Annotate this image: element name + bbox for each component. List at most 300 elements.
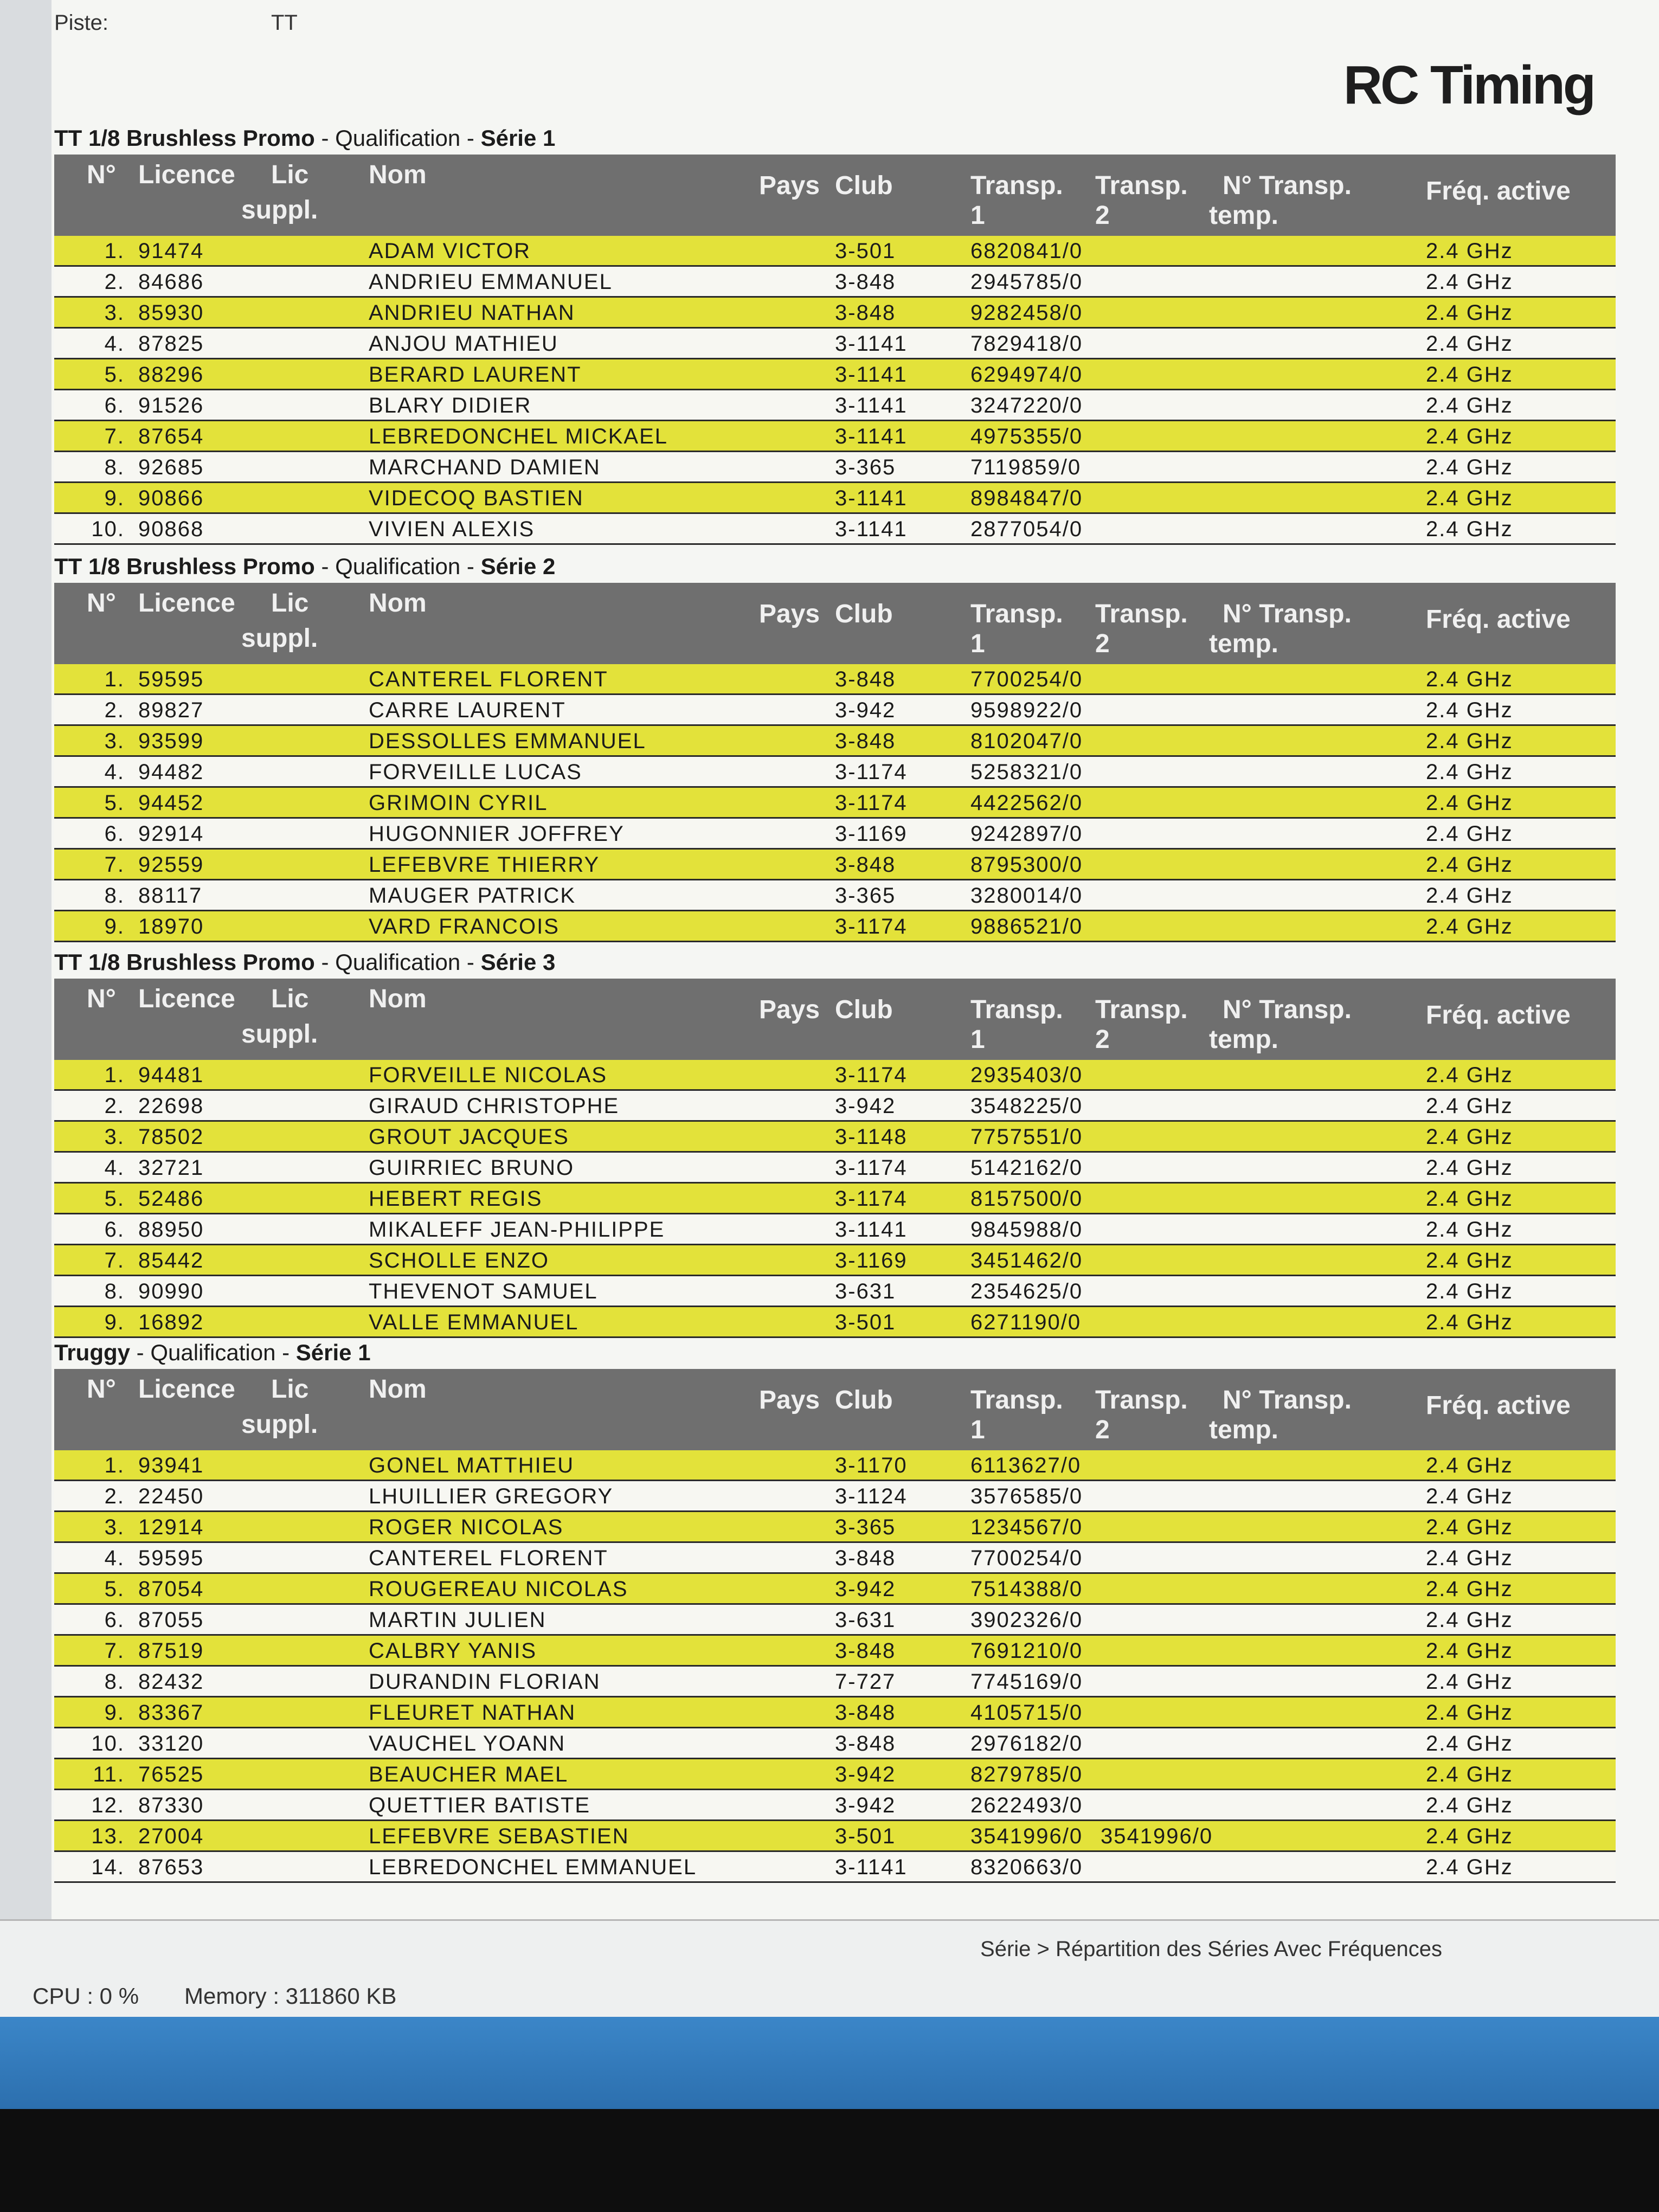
active-frequency: 2.4 GHz (1426, 667, 1513, 691)
memory-status: Memory : 311860 KB (184, 1983, 397, 2009)
transponder-1: 3280014/0 (970, 884, 1083, 908)
transponder-1: 9598922/0 (970, 698, 1083, 722)
transponder-1: 7757551/0 (970, 1125, 1083, 1149)
col-header-transp1-num: 1 (970, 629, 985, 658)
transponder-1: 4105715/0 (970, 1701, 1083, 1725)
transponder-1: 6271190/0 (970, 1310, 1082, 1334)
active-frequency: 2.4 GHz (1426, 1763, 1513, 1786)
active-frequency: 2.4 GHz (1426, 884, 1513, 908)
club-code: 3-365 (835, 884, 896, 908)
table-row[interactable] (54, 664, 1616, 695)
active-frequency: 2.4 GHz (1426, 332, 1513, 356)
table-row[interactable] (54, 421, 1616, 452)
driver-name: ADAM VICTOR (369, 239, 531, 263)
driver-name: ROUGEREAU NICOLAS (369, 1577, 628, 1601)
row-number: 9. (104, 486, 125, 510)
col-header-transp1-num: 1 (970, 1416, 985, 1444)
driver-name: ROGER NICOLAS (369, 1515, 564, 1539)
club-code: 3-848 (835, 301, 896, 325)
table-row[interactable] (54, 514, 1616, 545)
transponder-1: 2622493/0 (970, 1793, 1083, 1817)
licence-number: 87519 (138, 1639, 204, 1663)
row-number: 11. (93, 1763, 125, 1786)
transponder-1: 7829418/0 (970, 332, 1083, 356)
qualification-section (54, 122, 1616, 545)
transponder-1: 7700254/0 (970, 667, 1083, 691)
table-row[interactable] (54, 1759, 1616, 1790)
col-header-transp1-num: 1 (970, 201, 985, 230)
transponder-1: 9242897/0 (970, 822, 1083, 846)
driver-name: HEBERT REGIS (369, 1187, 543, 1211)
club-code: 3-1141 (835, 1855, 908, 1879)
table-row[interactable] (54, 329, 1616, 359)
licence-number: 59595 (138, 667, 204, 691)
club-code: 3-501 (835, 239, 896, 263)
active-frequency: 2.4 GHz (1426, 1515, 1513, 1539)
transponder-2: 3541996/0 (1101, 1824, 1213, 1848)
licence-number: 85442 (138, 1249, 204, 1272)
table-row[interactable] (54, 452, 1616, 483)
driver-name: SCHOLLE ENZO (369, 1249, 549, 1272)
col-header-lic: Lic (271, 160, 309, 189)
col-header-club: Club (835, 995, 893, 1024)
table-row[interactable] (54, 1728, 1616, 1759)
col-header-transp2-num: 2 (1095, 629, 1110, 658)
active-frequency: 2.4 GHz (1426, 363, 1513, 387)
table-row[interactable] (54, 483, 1616, 514)
col-header-transp1: Transp. (970, 995, 1063, 1024)
licence-number: 92559 (138, 853, 204, 877)
club-code: 3-1141 (835, 363, 908, 387)
col-header-pays: Pays (759, 1386, 820, 1414)
section-title-phase: - Qualification - (130, 1340, 296, 1365)
club-code: 3-942 (835, 1763, 896, 1786)
section-title-phase: - Qualification - (314, 125, 481, 151)
col-header-suppl: suppl. (241, 196, 318, 224)
table-row[interactable] (54, 1153, 1616, 1184)
transponder-1: 3576585/0 (970, 1484, 1083, 1508)
transponder-1: 6294974/0 (970, 363, 1083, 387)
breadcrumb[interactable]: Série > Répartition des Séries Avec Fréquences (980, 1937, 1442, 1961)
club-code: 3-1141 (835, 517, 908, 541)
club-code: 3-848 (835, 729, 896, 753)
club-code: 3-1124 (835, 1484, 908, 1508)
table-row[interactable] (54, 1667, 1616, 1697)
table-row[interactable] (54, 1184, 1616, 1214)
row-number: 8. (104, 884, 125, 908)
club-code: 3-1169 (835, 1249, 908, 1272)
active-frequency: 2.4 GHz (1426, 517, 1513, 541)
table-row[interactable] (54, 1245, 1616, 1276)
table-row[interactable] (54, 1091, 1616, 1122)
licence-number: 87654 (138, 425, 204, 448)
col-header-ntransp-temp: N° Transp. (1223, 1386, 1352, 1414)
active-frequency: 2.4 GHz (1426, 791, 1513, 815)
driver-name: MARCHAND DAMIEN (369, 455, 601, 479)
licence-number: 88117 (138, 884, 203, 908)
row-number: 8. (104, 1279, 125, 1303)
licence-number: 94481 (138, 1063, 204, 1087)
club-code: 3-848 (835, 1546, 896, 1570)
licence-number: 83367 (138, 1701, 204, 1725)
table-row[interactable] (54, 390, 1616, 421)
table-row[interactable] (54, 359, 1616, 390)
col-header-club: Club (835, 1386, 893, 1414)
licence-number: 88950 (138, 1218, 204, 1242)
active-frequency: 2.4 GHz (1426, 301, 1513, 325)
club-code: 3-848 (835, 667, 896, 691)
licence-number: 92685 (138, 455, 204, 479)
driver-name: FORVEILLE LUCAS (369, 760, 582, 784)
club-code: 3-1148 (835, 1125, 908, 1149)
section-title-category: Truggy (54, 1340, 131, 1365)
table-row[interactable] (54, 788, 1616, 819)
row-number: 3. (104, 1125, 125, 1149)
row-number: 6. (104, 1218, 125, 1242)
col-header-ntransp-temp: N° Transp. (1223, 171, 1352, 200)
active-frequency: 2.4 GHz (1426, 425, 1513, 448)
club-code: 3-1174 (835, 1156, 908, 1180)
licence-number: 94482 (138, 760, 204, 784)
active-frequency: 2.4 GHz (1426, 1793, 1513, 1817)
section-title (54, 1336, 1616, 1369)
transponder-1: 7745169/0 (970, 1670, 1083, 1694)
transponder-1: 8320663/0 (970, 1855, 1083, 1879)
col-header-transp2: Transp. (1095, 995, 1188, 1024)
licence-number: 87825 (138, 332, 204, 356)
col-header-pays: Pays (759, 995, 820, 1024)
col-header-nom: Nom (369, 589, 427, 618)
driver-name: BLARY DIDIER (369, 394, 532, 417)
taskbar[interactable] (0, 2017, 1659, 2109)
driver-name: ANJOU MATHIEU (369, 332, 558, 356)
transponder-1: 3548225/0 (970, 1094, 1083, 1118)
club-code: 3-848 (835, 270, 896, 294)
section-title-category: TT 1/8 Brushless Promo (54, 125, 315, 151)
driver-name: GONEL MATTHIEU (369, 1454, 575, 1477)
row-number: 10. (91, 1732, 125, 1756)
row-number: 1. (104, 667, 125, 691)
row-number: 8. (104, 1670, 125, 1694)
licence-number: 94452 (138, 791, 204, 815)
col-header-no: N° (87, 985, 116, 1013)
row-number: 6. (104, 1608, 125, 1632)
licence-number: 91474 (138, 239, 204, 263)
active-frequency: 2.4 GHz (1426, 1063, 1513, 1087)
table-row[interactable] (54, 1790, 1616, 1821)
licence-number: 82432 (138, 1670, 204, 1694)
row-number: 9. (104, 1701, 125, 1725)
driver-name: VIVIEN ALEXIS (369, 517, 535, 541)
licence-number: 87653 (138, 1855, 204, 1879)
col-header-transp2-num: 2 (1095, 1025, 1110, 1054)
col-header-transp1: Transp. (970, 600, 1063, 628)
table-row[interactable] (54, 1481, 1616, 1512)
transponder-1: 3902326/0 (970, 1608, 1083, 1632)
driver-name: ANDRIEU NATHAN (369, 301, 575, 325)
club-code: 3-1141 (835, 394, 908, 417)
club-code: 3-365 (835, 455, 896, 479)
row-number: 7. (104, 1249, 125, 1272)
transponder-1: 8102047/0 (970, 729, 1083, 753)
monitor-bezel (0, 2109, 1659, 2212)
driver-name: DESSOLLES EMMANUEL (369, 729, 646, 753)
col-header-transp2-num: 2 (1095, 1416, 1110, 1444)
club-code: 3-1174 (835, 915, 908, 938)
licence-number: 27004 (138, 1824, 204, 1848)
col-header-transp2: Transp. (1095, 1386, 1188, 1414)
table-row[interactable] (54, 1060, 1616, 1091)
transponder-1: 7691210/0 (970, 1639, 1083, 1663)
table-row[interactable] (54, 1852, 1616, 1883)
table-row[interactable] (54, 726, 1616, 757)
section-title-series: Série 1 (480, 125, 556, 151)
table-row[interactable] (54, 819, 1616, 850)
driver-name: MARTIN JULIEN (369, 1608, 546, 1632)
transponder-1: 2935403/0 (970, 1063, 1083, 1087)
piste-value: TT (271, 11, 298, 35)
active-frequency: 2.4 GHz (1426, 1855, 1513, 1879)
active-frequency: 2.4 GHz (1426, 1187, 1513, 1211)
col-header-lic: Lic (271, 589, 309, 618)
table-row[interactable] (54, 1307, 1616, 1338)
club-code: 3-1170 (835, 1454, 908, 1477)
col-header-suppl: suppl. (241, 1410, 318, 1439)
active-frequency: 2.4 GHz (1426, 698, 1513, 722)
club-code: 3-1174 (835, 1187, 908, 1211)
transponder-1: 2945785/0 (970, 270, 1083, 294)
licence-number: 52486 (138, 1187, 204, 1211)
driver-name: GRIMOIN CYRIL (369, 791, 548, 815)
table-header (54, 583, 1616, 664)
row-number: 7. (104, 425, 125, 448)
driver-name: BERARD LAURENT (369, 363, 582, 387)
transponder-1: 4975355/0 (970, 425, 1083, 448)
col-header-temp: temp. (1209, 1025, 1279, 1054)
col-header-temp: temp. (1209, 629, 1279, 658)
licence-number: 87054 (138, 1577, 204, 1601)
table-header (54, 979, 1616, 1060)
section-title-series: Série 2 (480, 554, 556, 579)
table-row[interactable] (54, 1636, 1616, 1667)
licence-number: 12914 (138, 1515, 204, 1539)
transponder-1: 8984847/0 (970, 486, 1083, 510)
table-row[interactable] (54, 1450, 1616, 1481)
table-row[interactable] (54, 911, 1616, 942)
licence-number: 90990 (138, 1279, 204, 1303)
driver-name: THEVENOT SAMUEL (369, 1279, 598, 1303)
licence-number: 85930 (138, 301, 204, 325)
col-header-freq: Fréq. active (1426, 605, 1571, 634)
transponder-1: 9886521/0 (970, 915, 1083, 938)
driver-name: ANDRIEU EMMANUEL (369, 270, 613, 294)
active-frequency: 2.4 GHz (1426, 1249, 1513, 1272)
table-row[interactable] (54, 1122, 1616, 1153)
table-row[interactable] (54, 1543, 1616, 1574)
active-frequency: 2.4 GHz (1426, 1279, 1513, 1303)
row-number: 7. (104, 853, 125, 877)
licence-number: 18970 (138, 915, 204, 938)
transponder-1: 2354625/0 (970, 1279, 1083, 1303)
club-code: 3-1141 (835, 425, 908, 448)
driver-name: LHUILLIER GREGORY (369, 1484, 614, 1508)
row-number: 2. (104, 1094, 125, 1118)
col-header-nom: Nom (369, 985, 427, 1013)
row-number: 7. (104, 1639, 125, 1663)
row-number: 4. (104, 332, 125, 356)
active-frequency: 2.4 GHz (1426, 1454, 1513, 1477)
licence-number: 93941 (138, 1454, 204, 1477)
row-number: 12. (91, 1793, 125, 1817)
club-code: 3-1174 (835, 760, 908, 784)
table-row[interactable] (54, 1214, 1616, 1245)
col-header-transp2: Transp. (1095, 600, 1188, 628)
col-header-ntransp-temp: N° Transp. (1223, 600, 1352, 628)
club-code: 3-942 (835, 1094, 896, 1118)
section-title (54, 550, 1616, 583)
transponder-1: 9282458/0 (970, 301, 1083, 325)
driver-name: CANTEREL FLORENT (369, 1546, 608, 1570)
col-header-ntransp-temp: N° Transp. (1223, 995, 1352, 1024)
table-row[interactable] (54, 850, 1616, 880)
licence-number: 89827 (138, 698, 204, 722)
licence-number: 84686 (138, 270, 204, 294)
transponder-1: 7514388/0 (970, 1577, 1083, 1601)
col-header-transp1: Transp. (970, 171, 1063, 200)
transponder-1: 6113627/0 (970, 1454, 1082, 1477)
table-row[interactable] (54, 1512, 1616, 1543)
row-number: 6. (104, 394, 125, 417)
transponder-1: 8157500/0 (970, 1187, 1083, 1211)
row-number: 4. (104, 760, 125, 784)
row-number: 13. (91, 1824, 125, 1848)
row-number: 2. (104, 698, 125, 722)
table-row[interactable] (54, 298, 1616, 329)
driver-name: VIDECOQ BASTIEN (369, 486, 584, 510)
driver-name: MAUGER PATRICK (369, 884, 576, 908)
table-row[interactable] (54, 880, 1616, 911)
section-title (54, 122, 1616, 155)
piste-line (54, 11, 298, 35)
club-code: 3-631 (835, 1608, 896, 1632)
club-code: 3-631 (835, 1279, 896, 1303)
col-header-lic: Lic (271, 1375, 309, 1404)
col-header-licence: Licence (138, 589, 235, 618)
club-code: 3-942 (835, 698, 896, 722)
col-header-lic: Lic (271, 985, 309, 1013)
club-code: 3-1141 (835, 332, 908, 356)
active-frequency: 2.4 GHz (1426, 1670, 1513, 1694)
transponder-1: 7119859/0 (970, 455, 1082, 479)
active-frequency: 2.4 GHz (1426, 239, 1513, 263)
active-frequency: 2.4 GHz (1426, 1125, 1513, 1149)
col-header-suppl: suppl. (241, 624, 318, 653)
active-frequency: 2.4 GHz (1426, 394, 1513, 417)
table-row[interactable] (54, 1574, 1616, 1605)
active-frequency: 2.4 GHz (1426, 1218, 1513, 1242)
col-header-pays: Pays (759, 171, 820, 200)
licence-number: 78502 (138, 1125, 204, 1149)
driver-name: CARRE LAURENT (369, 698, 566, 722)
col-header-licence: Licence (138, 985, 235, 1013)
club-code: 3-1141 (835, 486, 908, 510)
transponder-1: 3247220/0 (970, 394, 1083, 417)
active-frequency: 2.4 GHz (1426, 1310, 1513, 1334)
active-frequency: 2.4 GHz (1426, 1732, 1513, 1756)
driver-name: VALLE EMMANUEL (369, 1310, 579, 1334)
row-number: 6. (104, 822, 125, 846)
row-number: 10. (91, 517, 125, 541)
qualification-section (54, 550, 1616, 942)
active-frequency: 2.4 GHz (1426, 853, 1513, 877)
table-row[interactable] (54, 1605, 1616, 1636)
row-number: 5. (104, 363, 125, 387)
club-code: 3-848 (835, 1701, 896, 1725)
table-row[interactable] (54, 695, 1616, 726)
transponder-1: 7700254/0 (970, 1546, 1083, 1570)
table-row[interactable] (54, 757, 1616, 788)
transponder-1: 5142162/0 (970, 1156, 1083, 1180)
licence-number: 90866 (138, 486, 204, 510)
qualification-section (54, 946, 1616, 1338)
club-code: 3-848 (835, 1732, 896, 1756)
transponder-1: 5258321/0 (970, 760, 1083, 784)
licence-number: 22698 (138, 1094, 204, 1118)
driver-name: FLEURET NATHAN (369, 1701, 576, 1725)
table-row[interactable] (54, 1821, 1616, 1852)
driver-name: LEBREDONCHEL MICKAEL (369, 425, 668, 448)
table-header (54, 1369, 1616, 1450)
transponder-1: 1234567/0 (970, 1515, 1083, 1539)
licence-number: 16892 (138, 1310, 204, 1334)
club-code: 3-1174 (835, 1063, 908, 1087)
driver-name: LEFEBVRE THIERRY (369, 853, 600, 877)
driver-name: VAUCHEL YOANN (369, 1732, 566, 1756)
active-frequency: 2.4 GHz (1426, 1156, 1513, 1180)
section-title (54, 946, 1616, 979)
table-row[interactable] (54, 1697, 1616, 1728)
col-header-transp1-num: 1 (970, 1025, 985, 1054)
col-header-transp1: Transp. (970, 1386, 1063, 1414)
table-row[interactable] (54, 1276, 1616, 1307)
transponder-1: 3541996/0 (970, 1824, 1083, 1848)
club-code: 3-1141 (835, 1218, 908, 1242)
row-number: 9. (104, 915, 125, 938)
licence-number: 33120 (138, 1732, 204, 1756)
col-header-freq: Fréq. active (1426, 1001, 1571, 1030)
licence-number: 32721 (138, 1156, 204, 1180)
licence-number: 88296 (138, 363, 204, 387)
transponder-1: 4422562/0 (970, 791, 1083, 815)
driver-name: FORVEILLE NICOLAS (369, 1063, 608, 1087)
transponder-1: 2976182/0 (970, 1732, 1083, 1756)
club-code: 3-848 (835, 853, 896, 877)
active-frequency: 2.4 GHz (1426, 455, 1513, 479)
table-row[interactable] (54, 267, 1616, 298)
active-frequency: 2.4 GHz (1426, 270, 1513, 294)
active-frequency: 2.4 GHz (1426, 760, 1513, 784)
col-header-nom: Nom (369, 160, 427, 189)
driver-name: DURANDIN FLORIAN (369, 1670, 601, 1694)
active-frequency: 2.4 GHz (1426, 1546, 1513, 1570)
row-number: 14. (91, 1855, 125, 1879)
driver-name: LEBREDONCHEL EMMANUEL (369, 1855, 697, 1879)
active-frequency: 2.4 GHz (1426, 1577, 1513, 1601)
table-row[interactable] (54, 236, 1616, 267)
transponder-1: 2877054/0 (970, 517, 1083, 541)
transponder-1: 8795300/0 (970, 853, 1083, 877)
licence-number: 93599 (138, 729, 204, 753)
